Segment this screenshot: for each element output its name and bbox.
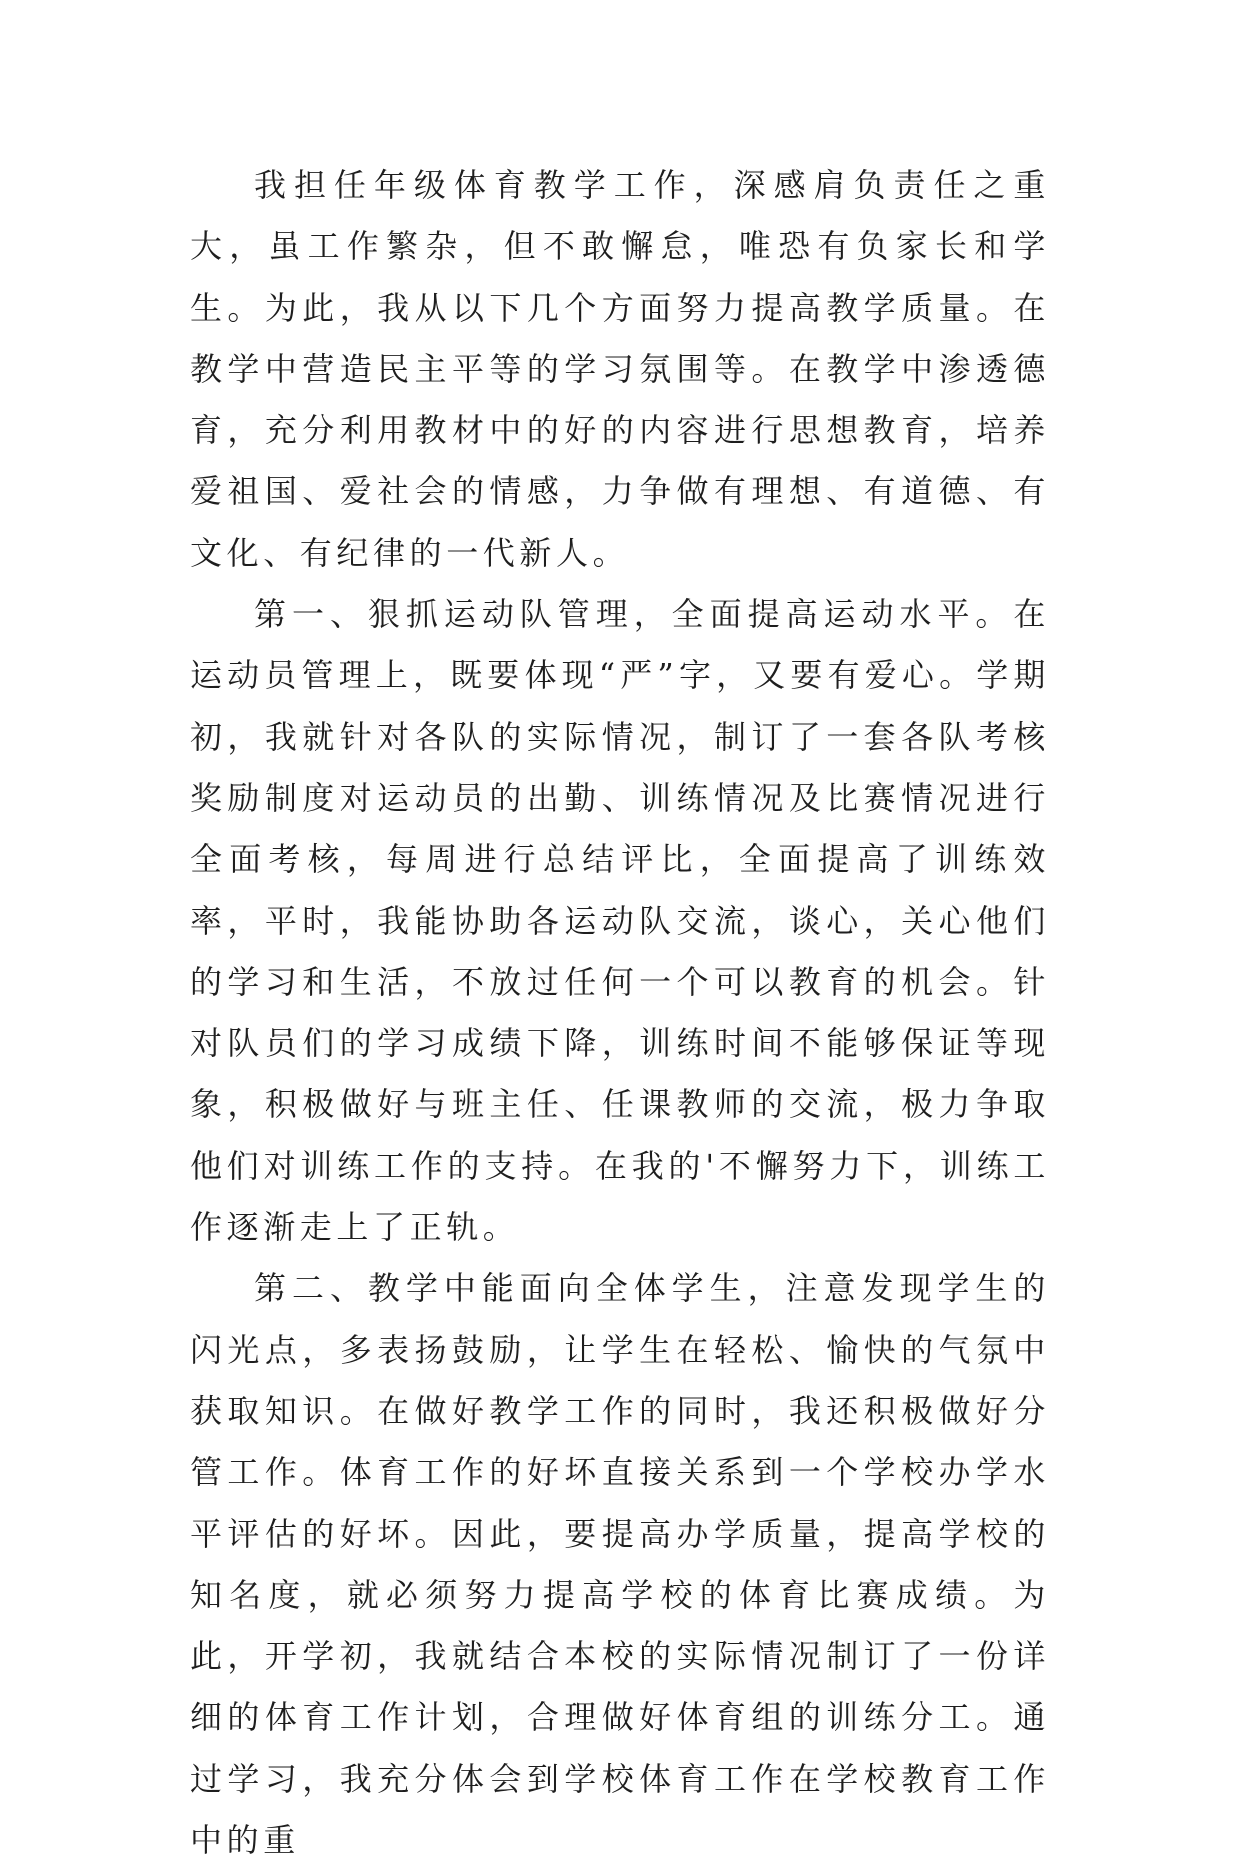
paragraph-intro: 我担任年级体育教学工作，深感肩负责任之重大，虽工作繁杂，但不敢懈怠，唯恐有负家长和学生。为此，我从以下几个方面努力提高教学质量。在教学中营造民主平等的学习氛围等。在教学中渗透德育，充分利用教材中的好的内容进行思想教育，培养爱祖国、爱社会的情感，力争做有理想、有道德、有文化、有纪律的一代新人。 bbox=[190, 166, 1050, 572]
paragraph-second-point: 第二、教学中能面向全体学生，注意发现学生的闪光点，多表扬鼓励，让学生在轻松、愉快的气氛中获取知识。在做好教学工作的同时，我还积极做好分管工作。体育工作的好坏直接关系到一个学校办学水平评估的好坏。因此，要提高办学质量，提高学校的知名度，就必须努力提高学校的体育比赛成绩。为此，开学初，我就结合本校的实际情况制订了一份详细的体育工作计划，合理做好体育组的训练分工。通过学习，我充分体会到学校体育工作在学校教育工作中的重 bbox=[190, 1269, 1050, 1860]
document-body bbox=[190, 155, 1050, 1871]
paragraph-first-point: 第一、狠抓运动队管理，全面提高运动水平。在运动员管理上，既要体现“严”字，又要有爱心。学期初，我就针对各队的实际情况，制订了一套各队考核奖励制度对运动员的出勤、训练情况及比赛情况进行全面考核，每周进行总结评比，全面提高了训练效率，平时，我能协助各运动队交流，谈心，关心他们的学习和生活，不放过任何一个可以教育的机会。针对队员们的学习成绩下降，训练时间不能够保证等现象，积极做好与班主任、任课教师的交流，极力争取他们对训练工作的支持。在我的'不懈努力下，训练工作逐渐走上了正轨。 bbox=[190, 595, 1050, 1247]
